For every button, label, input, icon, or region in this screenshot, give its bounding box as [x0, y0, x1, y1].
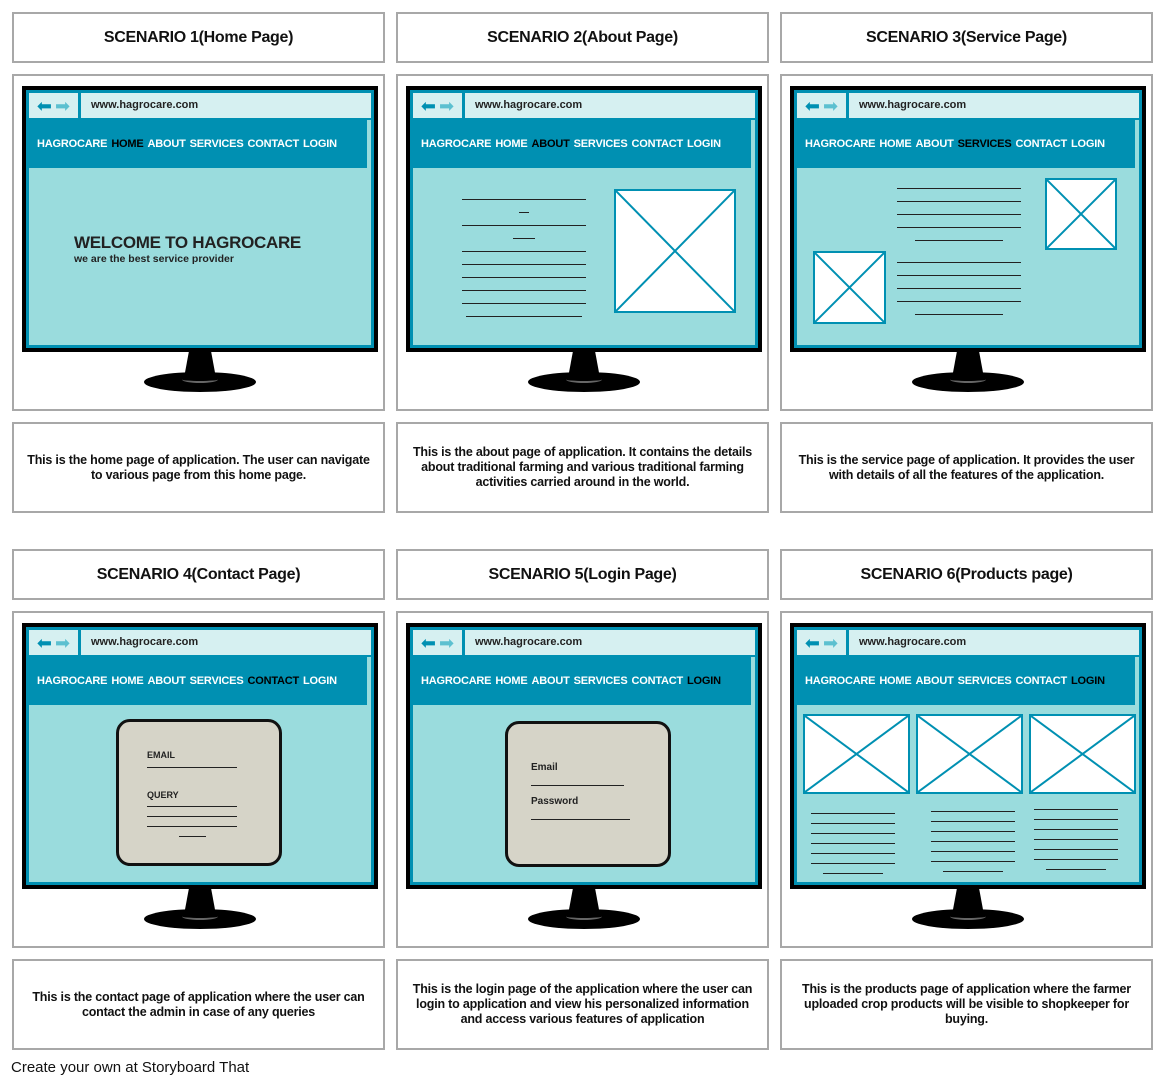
scenario-title: SCENARIO 4(Contact Page): [12, 549, 385, 600]
monitor: [406, 623, 762, 889]
text-line: [823, 873, 883, 874]
scenario-image-panel: [12, 611, 385, 948]
text-line: [462, 199, 586, 200]
browser-screen: [26, 90, 374, 348]
address-bar[interactable]: [29, 93, 371, 120]
nav-item-contact[interactable]: CONTACT: [631, 138, 684, 150]
nav-item-services[interactable]: SERVICES: [957, 138, 1012, 150]
forward-arrow-icon[interactable]: ➡: [55, 632, 71, 653]
back-arrow-icon[interactable]: ⬅: [804, 95, 820, 116]
nav-item-services[interactable]: SERVICES: [957, 675, 1012, 687]
image-placeholder: [813, 251, 886, 324]
text-line: [897, 201, 1021, 202]
image-placeholder: [803, 714, 910, 794]
text-line: [147, 826, 237, 827]
email-label: Email: [531, 762, 558, 773]
browser-screen: [26, 627, 374, 885]
text-line: [1034, 819, 1118, 820]
image-placeholder: [1045, 178, 1117, 250]
email-input-line[interactable]: [147, 767, 237, 768]
scenario-image-panel: [12, 74, 385, 411]
text-line: [931, 821, 1015, 822]
text-line: [931, 831, 1015, 832]
nav-item-about[interactable]: ABOUT: [915, 138, 954, 150]
text-line: [897, 275, 1021, 276]
text-line: [147, 806, 237, 807]
nav-item-hagrocare[interactable]: HAGROCARE: [805, 675, 876, 687]
monitor: [22, 623, 378, 889]
nav-item-contact[interactable]: CONTACT: [247, 675, 300, 687]
nav-item-login[interactable]: LOGIN: [687, 138, 721, 150]
text-line: [811, 833, 895, 834]
nav-arrows: [797, 630, 849, 655]
site-nav: [29, 120, 367, 168]
text-line: [462, 264, 586, 265]
monitor-base: [912, 372, 1024, 392]
image-placeholder: [916, 714, 1023, 794]
text-line: [1034, 859, 1118, 860]
scenario-image-panel: [396, 74, 769, 411]
nav-item-login[interactable]: LOGIN: [303, 675, 337, 687]
nav-item-contact[interactable]: CONTACT: [1015, 675, 1068, 687]
welcome-title: WELCOME TO HAGROCARE: [74, 233, 301, 252]
forward-arrow-icon[interactable]: ➡: [439, 95, 455, 116]
welcome-block: [74, 233, 301, 265]
forward-arrow-icon[interactable]: ➡: [439, 632, 455, 653]
back-arrow-icon[interactable]: ⬅: [804, 632, 820, 653]
text-line: [462, 251, 586, 252]
nav-item-about[interactable]: ABOUT: [531, 138, 570, 150]
scenario-image-panel: [396, 611, 769, 948]
text-line: [1046, 869, 1106, 870]
scenario-title: SCENARIO 3(Service Page): [780, 12, 1153, 63]
back-arrow-icon[interactable]: ⬅: [36, 632, 52, 653]
text-line: [513, 238, 535, 239]
text-line: [462, 303, 586, 304]
scenario-title: SCENARIO 6(Products page): [780, 549, 1153, 600]
nav-item-about[interactable]: ABOUT: [531, 675, 570, 687]
text-line: [897, 288, 1021, 289]
forward-arrow-icon[interactable]: ➡: [823, 95, 839, 116]
nav-item-login[interactable]: LOGIN: [1071, 138, 1105, 150]
scenario-title: SCENARIO 2(About Page): [396, 12, 769, 63]
url-text: www.hagrocare.com: [91, 636, 199, 648]
email-label: EMAIL: [147, 750, 175, 760]
back-arrow-icon[interactable]: ⬅: [420, 632, 436, 653]
nav-item-hagrocare[interactable]: HAGROCARE: [421, 138, 492, 150]
back-arrow-icon[interactable]: ⬅: [36, 95, 52, 116]
site-nav: [797, 657, 1135, 705]
scenario-image-panel: [780, 74, 1153, 411]
nav-item-services[interactable]: SERVICES: [189, 675, 244, 687]
url-text: www.hagrocare.com: [475, 99, 583, 111]
browser-screen: [794, 90, 1142, 348]
text-line: [915, 314, 1003, 315]
nav-item-hagrocare[interactable]: HAGROCARE: [805, 138, 876, 150]
nav-item-home[interactable]: HOME: [495, 675, 528, 687]
scenario-title: SCENARIO 5(Login Page): [396, 549, 769, 600]
nav-arrows: [29, 630, 81, 655]
browser-screen: [794, 627, 1142, 885]
nav-item-contact[interactable]: CONTACT: [1015, 138, 1068, 150]
text-line: [943, 871, 1003, 872]
monitor: [790, 86, 1146, 352]
login-form-card: [505, 721, 671, 867]
text-line: [931, 851, 1015, 852]
image-placeholder: [614, 189, 736, 313]
monitor-base: [528, 372, 640, 392]
text-line: [915, 240, 1003, 241]
nav-arrows: [797, 93, 849, 118]
url-text: www.hagrocare.com: [859, 636, 967, 648]
nav-item-login[interactable]: LOGIN: [687, 675, 721, 687]
text-line: [462, 277, 586, 278]
monitor: [22, 86, 378, 352]
nav-arrows: [413, 630, 465, 655]
nav-item-services[interactable]: SERVICES: [573, 675, 628, 687]
contact-form-card: [116, 719, 282, 866]
site-nav: [797, 120, 1135, 168]
text-line: [931, 861, 1015, 862]
scenario-description: This is the about page of application. It contains the details about traditional farming and various traditional farming activities carried around in the world.: [396, 422, 769, 513]
query-label: QUERY: [147, 790, 179, 800]
monitor: [406, 86, 762, 352]
nav-item-about[interactable]: ABOUT: [915, 675, 954, 687]
forward-arrow-icon[interactable]: ➡: [55, 95, 71, 116]
text-line: [1034, 809, 1118, 810]
scenario-description: This is the contact page of application where the user can contact the admin in case of any queries: [12, 959, 385, 1050]
nav-item-about[interactable]: ABOUT: [147, 675, 186, 687]
scenario-title: SCENARIO 1(Home Page): [12, 12, 385, 63]
text-line: [462, 290, 586, 291]
url-text: www.hagrocare.com: [859, 99, 967, 111]
text-line: [931, 811, 1015, 812]
text-line: [897, 262, 1021, 263]
text-line: [1034, 849, 1118, 850]
nav-item-hagrocare[interactable]: HAGROCARE: [421, 675, 492, 687]
address-bar[interactable]: [29, 630, 371, 657]
nav-item-home[interactable]: HOME: [111, 138, 144, 150]
nav-item-home[interactable]: HOME: [879, 675, 912, 687]
site-nav: [413, 120, 751, 168]
nav-item-services[interactable]: SERVICES: [189, 138, 244, 150]
nav-arrows: [413, 93, 465, 118]
text-line: [1034, 839, 1118, 840]
url-text: www.hagrocare.com: [475, 636, 583, 648]
text-line: [462, 225, 586, 226]
text-line: [466, 316, 582, 317]
nav-item-home[interactable]: HOME: [879, 138, 912, 150]
password-input-line[interactable]: [531, 819, 630, 820]
monitor-base: [144, 909, 256, 929]
nav-item-login[interactable]: LOGIN: [303, 138, 337, 150]
text-line: [897, 214, 1021, 215]
scenario-image-panel: [780, 611, 1153, 948]
nav-item-contact[interactable]: CONTACT: [631, 675, 684, 687]
nav-item-home[interactable]: HOME: [495, 138, 528, 150]
address-bar[interactable]: [413, 630, 755, 657]
address-bar[interactable]: [797, 630, 1139, 657]
email-input-line[interactable]: [531, 785, 624, 786]
nav-item-contact[interactable]: CONTACT: [247, 138, 300, 150]
text-line: [897, 188, 1021, 189]
nav-item-login[interactable]: LOGIN: [1071, 675, 1105, 687]
text-line: [147, 816, 237, 817]
welcome-subtitle: we are the best service provider: [74, 253, 234, 265]
monitor: [790, 623, 1146, 889]
text-line: [811, 853, 895, 854]
nav-item-hagrocare[interactable]: HAGROCARE: [37, 675, 108, 687]
nav-arrows: [29, 93, 81, 118]
monitor-base: [144, 372, 256, 392]
monitor-base: [528, 909, 640, 929]
text-line: [811, 813, 895, 814]
scenario-description: This is the products page of application where the farmer uploaded crop products will be visible to shopkeeper for buying.: [780, 959, 1153, 1050]
text-line: [811, 843, 895, 844]
footer-credit[interactable]: Create your own at Storyboard That: [11, 1059, 250, 1076]
site-nav: [29, 657, 367, 705]
browser-screen: [410, 627, 758, 885]
address-bar[interactable]: [797, 93, 1139, 120]
monitor-base: [912, 909, 1024, 929]
text-line: [1034, 829, 1118, 830]
forward-arrow-icon[interactable]: ➡: [823, 632, 839, 653]
nav-item-about[interactable]: ABOUT: [147, 138, 186, 150]
url-text: www.hagrocare.com: [91, 99, 199, 111]
text-line: [811, 823, 895, 824]
nav-item-home[interactable]: HOME: [111, 675, 144, 687]
browser-screen: [410, 90, 758, 348]
text-line: [519, 212, 529, 213]
scenario-description: This is the login page of the application where the user can login to application and view his personalized information and access various features of application: [396, 959, 769, 1050]
scenario-description: This is the home page of application. The user can navigate to various page from this home page.: [12, 422, 385, 513]
text-line: [931, 841, 1015, 842]
password-label: Password: [531, 796, 579, 807]
image-placeholder: [1029, 714, 1136, 794]
site-nav: [413, 657, 751, 705]
scenario-description: This is the service page of application. It provides the user with details of all the features of the application.: [780, 422, 1153, 513]
address-bar[interactable]: [413, 93, 755, 120]
nav-item-services[interactable]: SERVICES: [573, 138, 628, 150]
text-line: [897, 301, 1021, 302]
back-arrow-icon[interactable]: ⬅: [420, 95, 436, 116]
nav-item-hagrocare[interactable]: HAGROCARE: [37, 138, 108, 150]
text-line: [179, 836, 206, 837]
text-line: [811, 863, 895, 864]
text-line: [897, 227, 1021, 228]
